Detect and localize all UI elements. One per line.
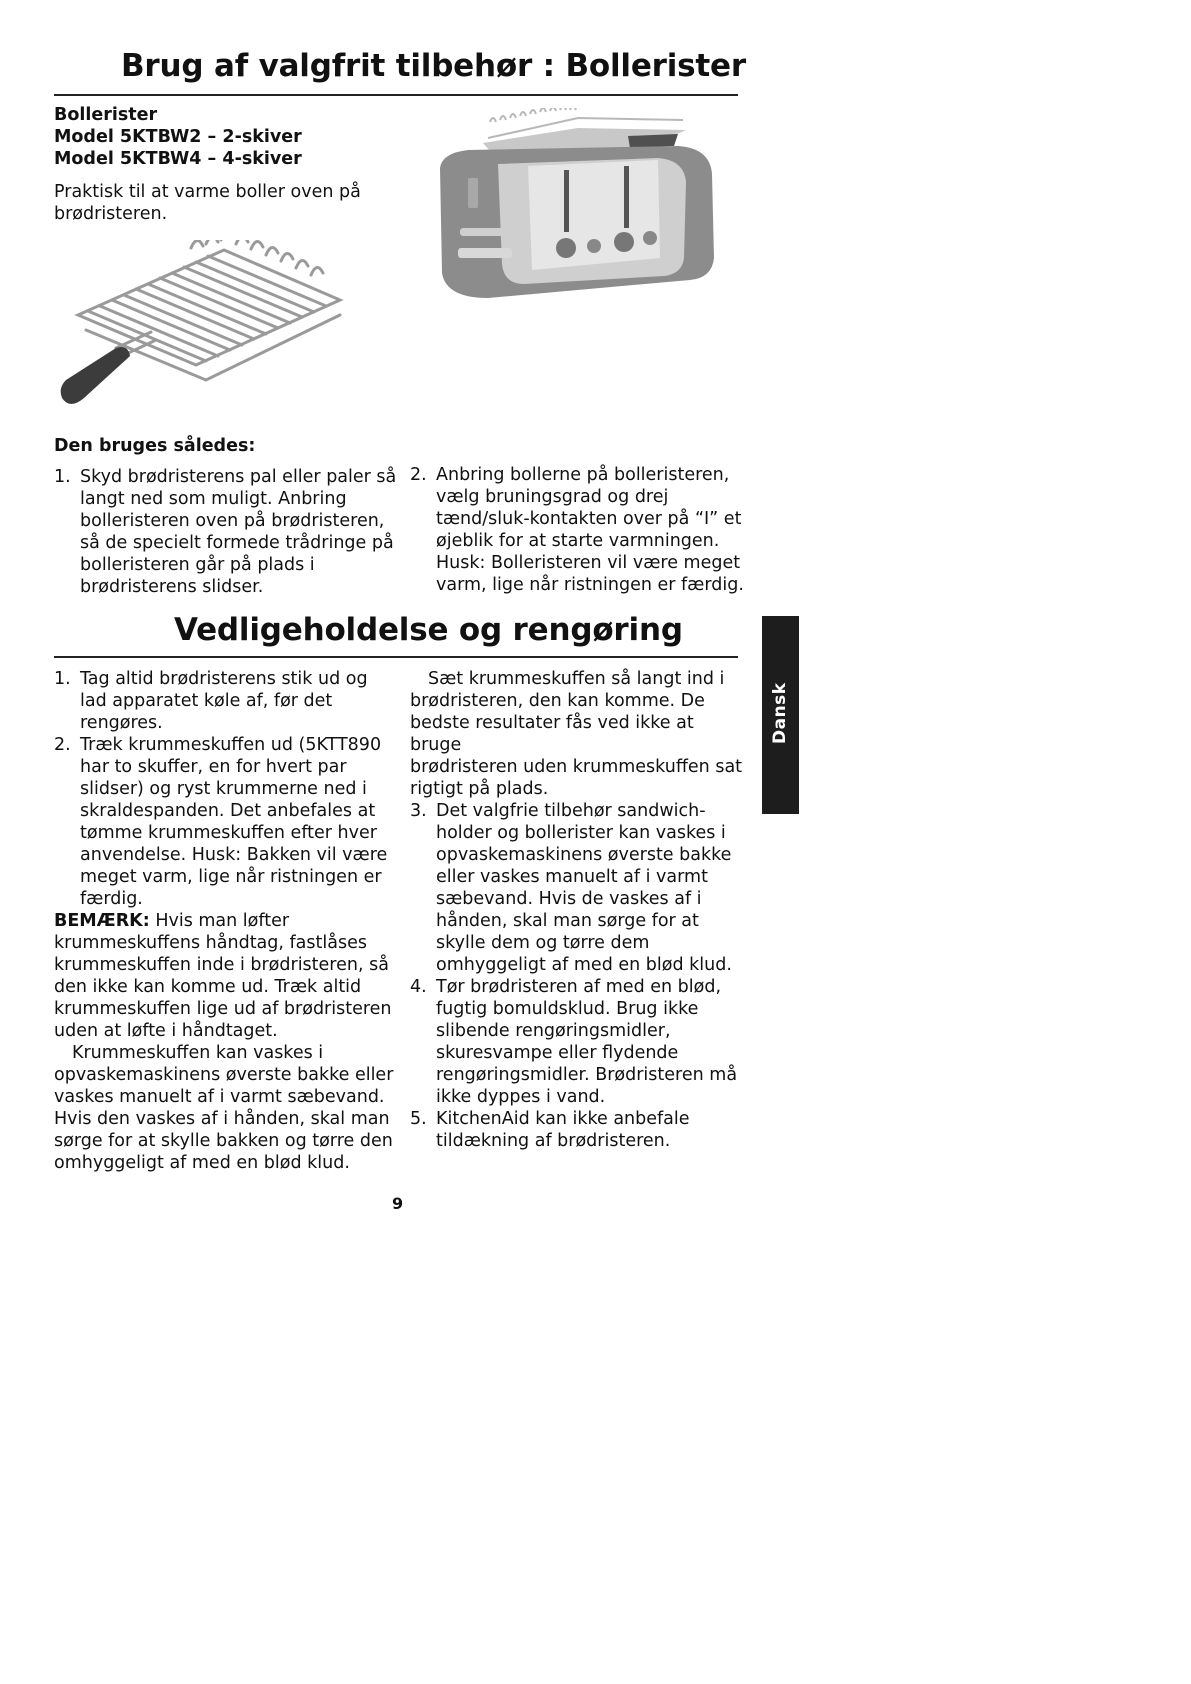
toaster-illustration — [428, 108, 728, 308]
note-paragraph: BEMÆRK: Hvis man løfter krummeskuffens håndtag, fastlåses krummeskuffen inde i brødristeren, så den ikke kan komme ud. Træk altid krummeskuffen lige ud af brødristeren uden at løfte i håndtaget. — [54, 911, 392, 1041]
care-step-5: 5. KitchenAid kan ikke anbefale tildækning af brødristeren. — [410, 1109, 690, 1151]
care-step-2: 2. Træk krummeskuffen ud (5KTT890 har to skuffer, en for hvert par slidser) og ryst krummerne ned i skraldespanden. Det anbefales at tømme krummeskuffen efter hver anvendelse. Husk: Bakken vil være meget varm, lige når ristningen er færdig. — [54, 735, 388, 909]
section2-rule — [54, 656, 738, 658]
section-title-bollerister: Brug af valgfrit tilbehør : Bollerister — [121, 48, 746, 84]
crumb-tray-insert-paragraph: Sæt krummeskuffen så langt ind i brødristeren, den kan komme. De bedste resultater fås ved ikke at bruge brødristeren uden krummeskuffen sat rigtigt på plads. — [410, 669, 743, 799]
section-title-care-cleaning: Vedligeholdelse og rengøring — [174, 612, 683, 648]
care-right-column — [410, 668, 745, 1152]
usage-step-1: 1. Skyd brødristerens pal eller paler så langt ned som muligt. Anbring bolleristeren oven på brødristeren, så de specielt formede trådringe på bolleristeren går på plads i brødristerens slidser. — [54, 467, 397, 597]
product-header — [54, 104, 384, 170]
model-4-slice: Model 5KTBW4 – 4-skiver — [54, 149, 302, 169]
usage-step-2: 2. Anbring bollerne på bolleristeren, vælg bruningsgrad og drej tænd/sluk-kontakten over på “I” et øjeblik for at starte varmningen. Husk: Bolleristeren vil være meget varm, lige når ristningen er færdig. — [410, 465, 744, 595]
bun-warmer-rack-illustration — [56, 240, 346, 425]
language-tab-label: Dansk — [770, 682, 790, 744]
product-name: Bollerister — [54, 105, 158, 125]
care-left-column — [54, 668, 394, 1174]
title-rule — [54, 94, 738, 96]
page-number: 9 — [392, 1194, 404, 1213]
note-label: BEMÆRK: — [54, 911, 150, 931]
care-step-4: 4. Tør brødristeren af med en blød, fugtig bomuldsklud. Brug ikke slibende rengøringsmidler, skuresvampe eller flydende rengøringsmidler. Brødristeren må ikke dyppes i vand. — [410, 977, 738, 1107]
intro-text: Praktisk til at varme boller oven på brødristeren. — [54, 182, 361, 224]
crumb-tray-paragraph: Krummeskuffen kan vaskes i opvaskemaskinens øverste bakke eller vaskes manuelt af i varmt sæbevand. Hvis den vaskes af i hånden, skal man sørge for at skylle bakken og tørre den omhyggeligt af med en blød klud. — [54, 1043, 394, 1173]
usage-heading: Den bruges således: — [54, 436, 256, 456]
care-step-1: 1. Tag altid brødristerens stik ud og lad apparatet køle af, før det rengøres. — [54, 669, 368, 733]
care-step-3: 3. Det valgfrie tilbehør sandwich- holder og bollerister kan vaskes i opvaskemaskinens øverste bakke eller vaskes manuelt af i varmt sæbevand. Hvis de vaskes af i hånden, skal man sørge for at skylle dem og tørre dem omhyggeligt af med en blød klud. — [410, 801, 732, 975]
model-2-slice: Model 5KTBW2 – 2-skiver — [54, 127, 302, 147]
language-tab — [762, 616, 799, 814]
